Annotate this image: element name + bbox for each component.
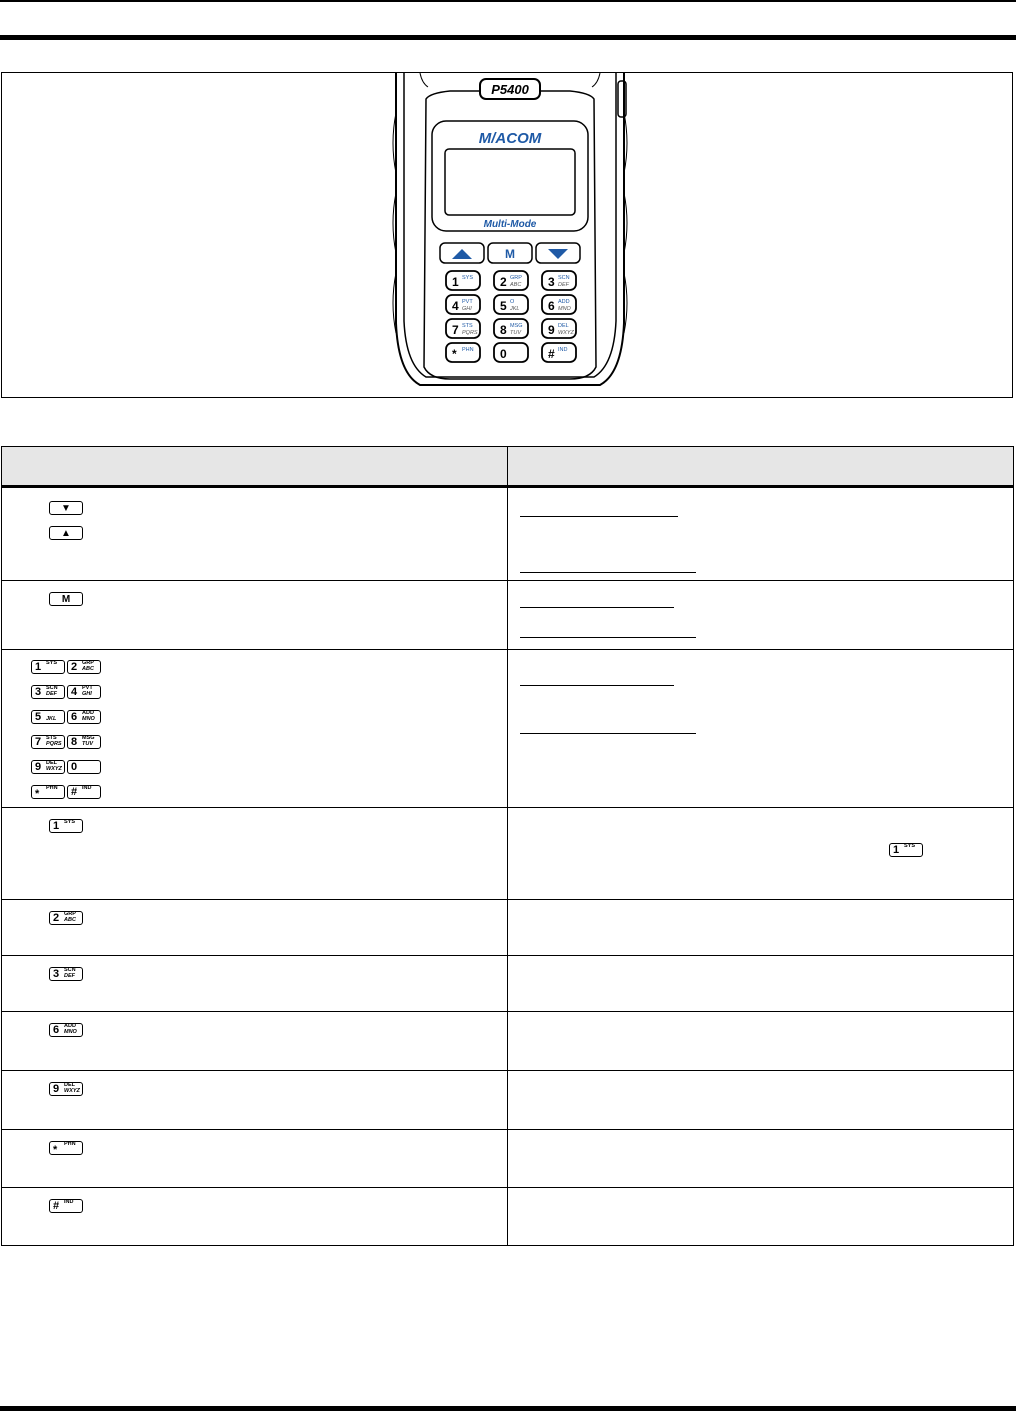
table-key-1-icon: 1 SYS — [31, 660, 65, 674]
svg-text:2: 2 — [500, 275, 507, 289]
key-1-icon: 1 SYS — [49, 819, 83, 833]
radio-keypad — [446, 271, 576, 362]
table-key-5-icon: 5 JKL — [31, 710, 65, 724]
key-3-icon: 3 SCN DEF — [49, 967, 83, 981]
svg-text:GRP: GRP — [510, 275, 522, 281]
table-key-9-icon: 9 DEL WXYZ — [31, 760, 65, 774]
svg-text:DEF: DEF — [558, 282, 569, 288]
svg-text:PHN: PHN — [462, 347, 474, 353]
radio-key-2 — [494, 271, 528, 290]
key-1-inline-icon: 1 SYS — [889, 843, 923, 857]
table-key-6-icon: 6 ADD MNO — [67, 710, 101, 724]
svg-text:*: * — [452, 347, 457, 361]
radio-key-1 — [446, 271, 480, 290]
table-key-star-icon: * PHN — [31, 785, 65, 799]
lcd-display — [445, 149, 575, 215]
table-key-0-icon: 0 — [67, 760, 101, 774]
model-label: P5400 — [491, 82, 529, 97]
svg-text:ABC: ABC — [510, 282, 522, 288]
radio-key-6 — [542, 295, 576, 314]
svg-text:STS: STS — [462, 323, 473, 329]
radio-key-star — [446, 343, 480, 362]
table-row-key-star — [2, 1130, 1014, 1188]
svg-text:8: 8 — [500, 323, 507, 337]
redacted-line — [520, 607, 674, 608]
table-row-keypad — [2, 650, 1014, 808]
svg-text:JKL: JKL — [510, 306, 520, 312]
svg-text:5: 5 — [500, 299, 507, 313]
table-row-key-6 — [2, 1012, 1014, 1071]
top-rule — [0, 0, 1016, 2]
table-key-3-icon: 3 SCN DEF — [31, 685, 65, 699]
svg-text:SYS: SYS — [462, 275, 474, 281]
down-key-icon: ▼ — [49, 501, 83, 515]
table-row-key-3 — [2, 956, 1014, 1012]
svg-text:SCN: SCN — [558, 275, 570, 281]
svg-text:9: 9 — [548, 323, 555, 337]
svg-text:MSG: MSG — [510, 323, 523, 329]
table-key-4-icon: 4 PVT GHI — [67, 685, 101, 699]
redacted-line — [520, 685, 674, 686]
table-key-2-icon: 2 GRP ABC — [67, 660, 101, 674]
table-key-7-icon: 7 STS PQRS — [31, 735, 65, 749]
key-9-icon: 9 DEL WXYZ — [49, 1082, 83, 1096]
header-cell-description — [508, 447, 1014, 487]
redacted-line — [520, 637, 696, 638]
menu-key-icon: M — [49, 592, 83, 606]
radio-figure — [1, 72, 1013, 398]
header-rule — [0, 35, 1016, 40]
key-star-icon: * PHN — [49, 1141, 83, 1155]
key-2-icon: 2 GRP ABC — [49, 911, 83, 925]
radio-key-3 — [542, 271, 576, 290]
radio-key-5 — [494, 295, 528, 314]
svg-text:MNO: MNO — [558, 306, 571, 312]
svg-text:IND: IND — [558, 347, 568, 353]
svg-text:O: O — [510, 299, 515, 305]
radio-key-8 — [494, 319, 528, 338]
svg-text:ADD: ADD — [558, 299, 570, 305]
svg-text:4: 4 — [452, 299, 459, 313]
svg-text:WXYZ: WXYZ — [558, 330, 574, 336]
table-key-hash-icon: # IND — [67, 785, 101, 799]
brand-logo: M/ACOM — [478, 130, 542, 147]
svg-text:GHI: GHI — [462, 306, 472, 312]
radio-illustration — [390, 73, 630, 398]
svg-text:6: 6 — [548, 299, 555, 313]
table-row-key-2 — [2, 900, 1014, 956]
svg-text:7: 7 — [452, 323, 459, 337]
svg-text:DEL: DEL — [558, 323, 569, 329]
redacted-line — [520, 733, 696, 734]
radio-key-9 — [542, 319, 576, 338]
redacted-line — [520, 572, 696, 573]
radio-key-0 — [494, 343, 528, 362]
svg-text:#: # — [548, 347, 555, 361]
key-hash-icon: # IND — [49, 1199, 83, 1213]
table-row-menu — [2, 581, 1014, 650]
table-row-arrows — [2, 487, 1014, 581]
table-row-key-9 — [2, 1071, 1014, 1130]
table-row-key-hash — [2, 1188, 1014, 1246]
table-key-8-icon: 8 MSG TUV — [67, 735, 101, 749]
svg-text:3: 3 — [548, 275, 555, 289]
up-key-icon: ▲ — [49, 526, 83, 540]
svg-text:1: 1 — [452, 275, 459, 289]
footer-rule — [0, 1406, 1016, 1411]
redacted-line — [520, 516, 678, 517]
menu-key-label: M — [505, 247, 515, 261]
radio-key-7 — [446, 319, 480, 338]
mode-label: Multi-Mode — [483, 219, 537, 230]
svg-text:TUV: TUV — [510, 330, 521, 336]
keypad-keys — [2, 650, 507, 807]
svg-text:0: 0 — [500, 347, 507, 361]
radio-key-hash — [542, 343, 576, 362]
key-6-icon: 6 ADD MNO — [49, 1023, 83, 1037]
controls-table — [1, 446, 1014, 1246]
svg-text:PQRS: PQRS — [462, 330, 478, 336]
radio-key-4 — [446, 295, 480, 314]
table-row-key-1 — [2, 808, 1014, 900]
svg-text:PVT: PVT — [462, 299, 473, 305]
header-cell-key — [2, 447, 508, 487]
